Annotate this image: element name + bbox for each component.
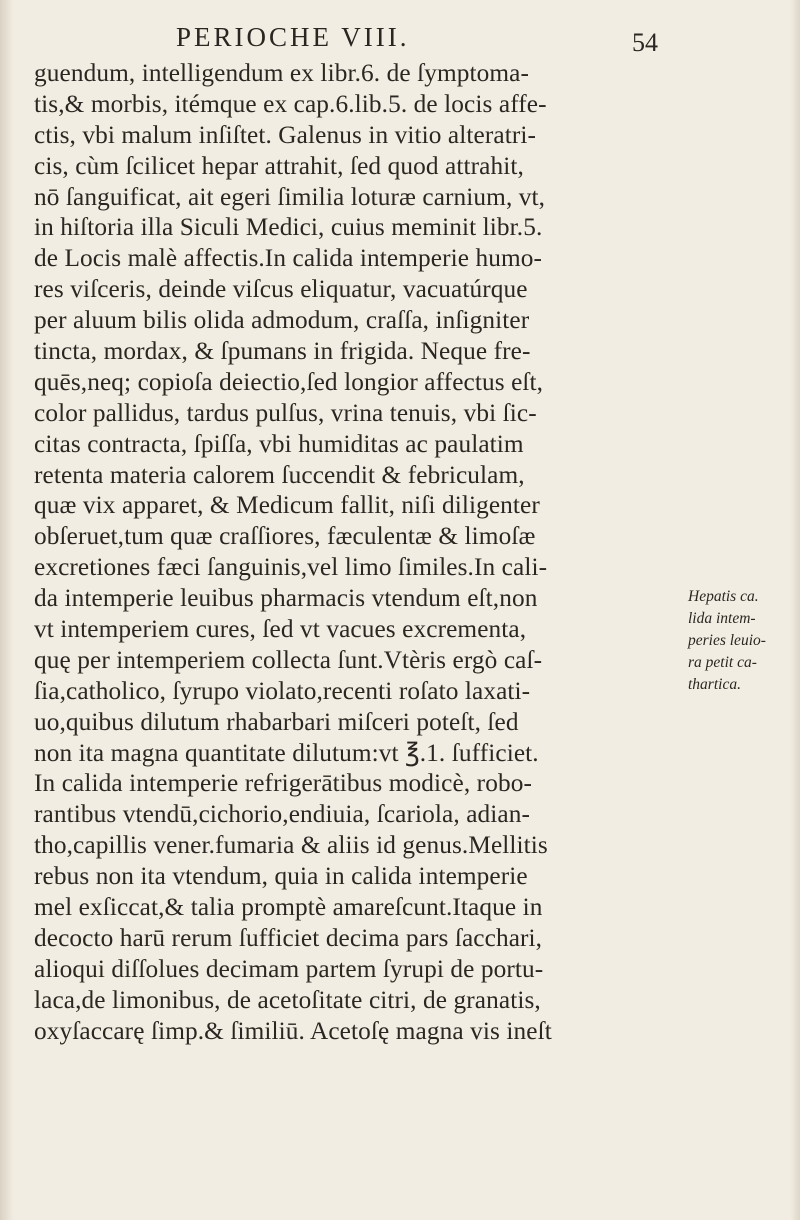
- text-line: quę per intemperiem collecta ſunt.Vtèris ergò caſ-: [34, 645, 543, 674]
- marginal-note-line: Hepatis ca.: [688, 588, 759, 605]
- text-line: non ita magna quantitate dilutum:vt ℥.1. ſufficiet.: [34, 738, 539, 767]
- text-line: tis,& morbis, itémque ex cap.6.lib.5. de locis affe-: [34, 89, 547, 118]
- page-header: [36, 22, 666, 62]
- marginal-note-line: thartica.: [688, 676, 741, 693]
- text-line: citas contracta, ſpiſſa, vbi humiditas ac paulatim: [34, 429, 524, 458]
- marginal-note-line: lida intem-: [688, 610, 756, 627]
- page-number: 54: [632, 28, 658, 57]
- text-line: quæ vix apparet, & Medicum fallit, niſi diligenter: [34, 491, 540, 520]
- running-head: PERIOCHE VIII.: [176, 22, 410, 52]
- body-text: [34, 58, 674, 1047]
- text-line: obſeruet,tum quæ craſſiores, fæculentæ & limoſæ: [34, 522, 536, 551]
- text-line: vt intemperiem cures, ſed vt vacues excrementa,: [34, 615, 527, 644]
- text-line: nō ſanguificat, ait egeri ſimilia loturæ carnium, vt,: [34, 182, 546, 211]
- text-line: de Locis malè affectis.In calida intemperie humo-: [34, 244, 543, 273]
- text-line: ſia,catholico, ſyrupo violato,recenti roſato laxati-: [34, 676, 531, 705]
- page-edge-left: [0, 0, 14, 1220]
- marginal-note-line: peries leuio-: [688, 632, 766, 649]
- text-line: da intemperie leuibus pharmacis vtendum eſt,non: [34, 584, 538, 613]
- text-line: cis, cùm ſcilicet hepar attrahit, ſed quod attrahit,: [34, 151, 524, 180]
- text-line: quēs,neq; copioſa deiectio,ſed longior affectus eſt,: [34, 367, 544, 396]
- text-line: color pallidus, tardus pulſus, vrina tenuis, vbi ſic-: [34, 398, 537, 427]
- text-line: excretiones fæci ſanguinis,vel limo ſimiles.In cali-: [34, 553, 548, 582]
- text-line: rantibus vtendū,cichorio,endiuia, ſcariola, adian-: [34, 800, 531, 829]
- text-line: decocto harū rerum ſufficiet decima pars ſacchari,: [34, 923, 543, 952]
- text-line: mel exſiccat,& talia promptè amareſcunt.Itaque in: [34, 893, 543, 922]
- text-line: rebus non ita vtendum, quia in calida intemperie: [34, 862, 528, 891]
- text-line: ctis, vbi malum inſiſtet. Galenus in vitio alteratri-: [34, 120, 536, 149]
- text-line: uo,quibus dilutum rhabarbari miſceri poteſt, ſed: [34, 707, 519, 736]
- text-line: in hiſtoria illa Siculi Medici, cuius meminit libr.5.: [34, 213, 543, 242]
- text-line: retenta materia calorem ſuccendit & febriculam,: [34, 460, 525, 489]
- marginal-note-line: ra petit ca-: [688, 654, 757, 671]
- text-line: In calida intemperie refrigerātibus modicè, robo-: [34, 769, 532, 798]
- text-line: res viſceris, deinde viſcus eliquatur, vacuatúrque: [34, 275, 528, 304]
- marginal-note: [688, 586, 798, 696]
- text-line: alioqui diſſolues decimam partem ſyrupi de portu-: [34, 954, 544, 983]
- text-line: tho,capillis vener.fumaria & aliis id genus.Mellitis: [34, 831, 548, 860]
- text-line: laca,de limonibus, de acetoſitate citri, de granatis,: [34, 985, 541, 1014]
- text-line: oxyſaccarę ſimp.& ſimiliū. Acetoſę magna vis ineſt: [34, 1016, 552, 1045]
- text-line: tincta, mordax, & ſpumans in frigida. Neque fre-: [34, 337, 531, 366]
- text-line: per aluum bilis olida admodum, craſſa, inſigniter: [34, 306, 530, 335]
- text-line: guendum, intelligendum ex libr.6. de ſymptoma-: [34, 59, 529, 87]
